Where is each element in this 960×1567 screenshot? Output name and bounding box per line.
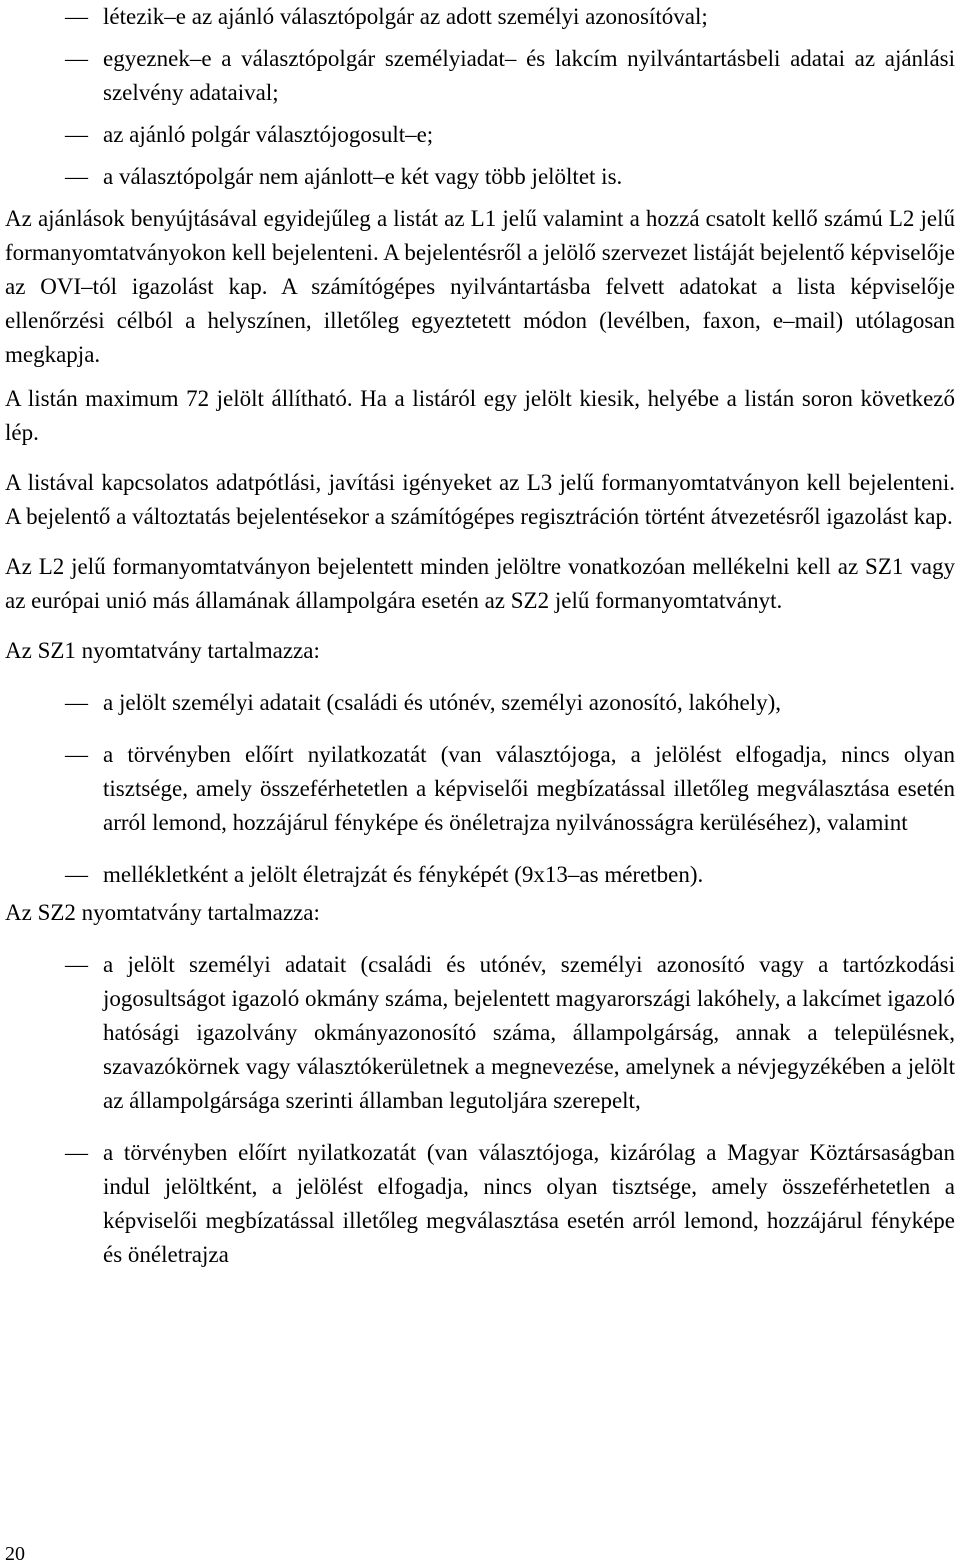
sz2-heading: Az SZ2 nyomtatvány tartalmazza: xyxy=(5,900,320,925)
sz1-list xyxy=(5,686,955,892)
top-list xyxy=(5,0,955,194)
sz2-list xyxy=(5,948,955,1272)
list-item: — a jelölt személyi adatait (családi és utónév, személyi azonosító vagy a tartózkodási jogosultságot igazoló okmány száma, bejelentett magyarországi lakóhely, a lakcímet igazoló hatósági igazolvány okmányazonosító száma, állampolgárság, annak a településnek, szavazókörnek vagy választókerületnek a megnevezése, amelynek a névjegyzékében a jelölt az állampolgársága szerinti államban legutoljára szerepelt, xyxy=(5,948,955,1118)
list-item: — az ajánló polgár választójogosult–e; xyxy=(5,118,955,152)
document-page xyxy=(5,0,955,1272)
list-item: — a törvényben előírt nyilatkozatát (van választójoga, kizárólag a Magyar Köztársaságban indul jelöltként, a jelölést elfogadja, nincs olyan tisztsége, amely összeférhetetlen a képviselői megbízatással illetőleg megválasztása esetén arról lemond, hozzájárul fényképe és önéletrajza xyxy=(5,1136,955,1272)
list-item: — a jelölt személyi adatait (családi és utónév, személyi azonosító, lakóhely), xyxy=(5,686,955,720)
paragraph-sz-mellekles: Az L2 jelű formanyomtatványon bejelentett minden jelöltre vonatkozóan mellékelni kell az SZ1 vagy az európai unió más államának állampolgára esetén az SZ2 jelű formanyomtatványt. xyxy=(5,554,955,613)
paragraph-bejelentes: Az ajánlások benyújtásával egyidejűleg a listát az L1 jelű valamint a hozzá csatolt kellő számú L2 jelű formanyomtatványokon kell bejelenteni. A bejelentésről a jelölő szervezet listáját bejelentő képviselője az OVI–tól igazolást kap. A számítógépes nyilvántartásba felvett adatokat a lista képviselője ellenőrzési célból a helyszínen, illetőleg egyeztetett módon (levélben, faxon, e–mail) utólagosan megkapja. xyxy=(5,206,955,367)
list-item: — mellékletként a jelölt életrajzát és fényképét (9x13–as méretben). xyxy=(5,858,955,892)
list-item: — a törvényben előírt nyilatkozatát (van választójoga, a jelölést elfogadja, nincs olyan tisztsége, amely összeférhetetlen a képviselői megbízatással illetőleg megválasztása esetén arról lemond, hozzájárul fényképe és önéletrajza nyilvánosságra kerüléséhez), valamint xyxy=(5,738,955,840)
list-item: — létezik–e az ajánló választópolgár az adott személyi azonosítóval; xyxy=(5,0,955,34)
paragraph-jeloltek-szama: A listán maximum 72 jelölt állítható. Ha a listáról egy jelölt kiesik, helyébe a listán soron következő lép. xyxy=(5,386,955,445)
list-item: — a választópolgár nem ajánlott–e két vagy több jelöltet is. xyxy=(5,160,955,194)
page-number: 20 xyxy=(5,1543,25,1565)
sz1-heading: Az SZ1 nyomtatvány tartalmazza: xyxy=(5,638,320,663)
paragraph-adatpotlas: A listával kapcsolatos adatpótlási, javítási igényeket az L3 jelű formanyomtatványon kell bejelenteni. A bejelentő a változtatás bejelentésekor a számítógépes regisztráción történt átvezetésről igazolást kap. xyxy=(5,470,955,529)
list-item: — egyeznek–e a választópolgár személyiadat– és lakcím nyilvántartásbeli adatai az ajánlási szelvény adataival; xyxy=(5,42,955,110)
